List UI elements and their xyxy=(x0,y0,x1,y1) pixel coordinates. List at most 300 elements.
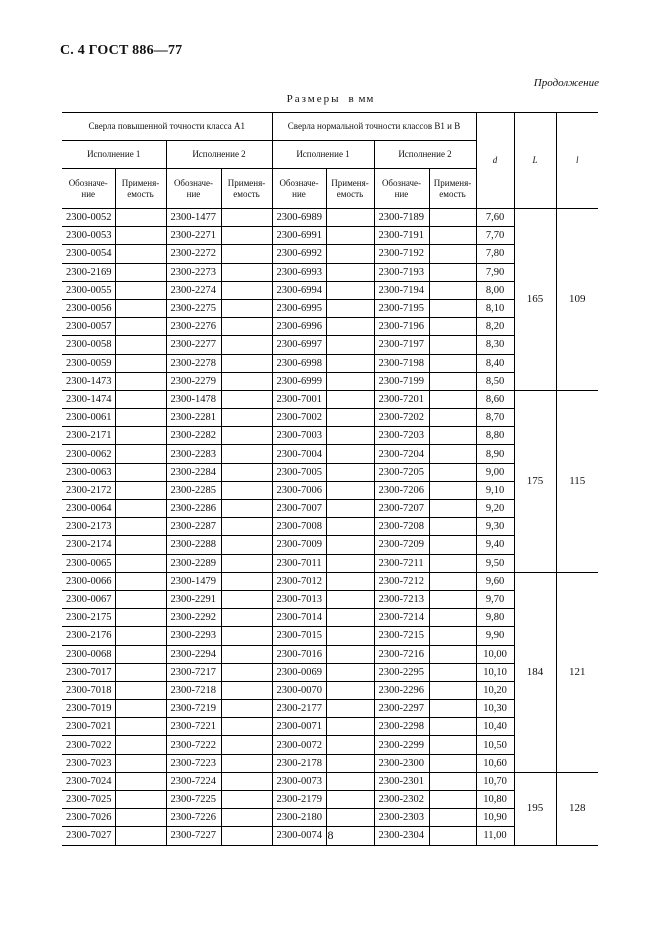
diameter-cell: 10,40 xyxy=(476,718,514,736)
usage-cell xyxy=(326,718,374,736)
diameter-cell: 7,60 xyxy=(476,209,514,227)
designation-cell: 2300-0064 xyxy=(62,500,115,518)
usage-cell xyxy=(221,390,272,408)
designation-header: Обозначе- ние xyxy=(62,169,115,209)
designation-cell: 2300-7201 xyxy=(374,390,429,408)
designation-cell: 2300-2283 xyxy=(166,445,221,463)
usage-cell xyxy=(429,336,476,354)
designation-cell: 2300-6996 xyxy=(272,318,326,336)
usage-cell xyxy=(326,299,374,317)
usage-header: Применя- емость xyxy=(115,169,166,209)
designation-cell: 2300-2301 xyxy=(374,772,429,790)
usage-cell xyxy=(429,572,476,590)
designation-cell: 2300-2277 xyxy=(166,336,221,354)
usage-cell xyxy=(115,299,166,317)
designation-cell: 2300-0059 xyxy=(62,354,115,372)
usage-cell xyxy=(429,663,476,681)
diameter-cell: 8,20 xyxy=(476,318,514,336)
usage-cell xyxy=(115,736,166,754)
usage-cell xyxy=(429,445,476,463)
usage-cell xyxy=(115,463,166,481)
designation-cell: 2300-7001 xyxy=(272,390,326,408)
designation-cell: 2300-2274 xyxy=(166,281,221,299)
usage-cell xyxy=(326,663,374,681)
diameter-cell: 10,20 xyxy=(476,681,514,699)
designation-cell: 2300-2299 xyxy=(374,736,429,754)
usage-cell xyxy=(326,281,374,299)
usage-cell xyxy=(429,609,476,627)
usage-cell xyxy=(115,318,166,336)
designation-cell: 2300-7022 xyxy=(62,736,115,754)
designation-cell: 2300-2303 xyxy=(374,809,429,827)
usage-cell xyxy=(221,500,272,518)
designation-cell: 2300-7216 xyxy=(374,645,429,663)
col-header-L: L xyxy=(514,113,556,209)
designation-cell: 2300-6998 xyxy=(272,354,326,372)
designation-cell: 2300-7198 xyxy=(374,354,429,372)
usage-cell xyxy=(326,518,374,536)
diameter-cell: 10,50 xyxy=(476,736,514,754)
designation-cell: 2300-2175 xyxy=(62,609,115,627)
usage-cell xyxy=(115,518,166,536)
designation-cell: 2300-6989 xyxy=(272,209,326,227)
usage-cell xyxy=(429,700,476,718)
usage-cell xyxy=(429,299,476,317)
usage-cell xyxy=(429,500,476,518)
usage-cell xyxy=(221,372,272,390)
usage-cell xyxy=(221,518,272,536)
usage-cell xyxy=(221,718,272,736)
usage-cell xyxy=(115,209,166,227)
diameter-cell: 7,80 xyxy=(476,245,514,263)
designation-cell: 2300-7203 xyxy=(374,427,429,445)
usage-cell xyxy=(115,227,166,245)
designation-cell: 2300-0062 xyxy=(62,445,115,463)
designation-cell: 2300-7196 xyxy=(374,318,429,336)
designation-cell: 2300-2289 xyxy=(166,554,221,572)
usage-cell xyxy=(221,318,272,336)
usage-cell xyxy=(326,390,374,408)
usage-cell xyxy=(221,809,272,827)
designation-cell: 2300-7026 xyxy=(62,809,115,827)
usage-cell xyxy=(326,463,374,481)
designation-cell: 2300-7227 xyxy=(166,827,221,845)
usage-cell xyxy=(429,754,476,772)
diameter-cell: 10,60 xyxy=(476,754,514,772)
diameter-cell: 9,30 xyxy=(476,518,514,536)
diameter-cell: 9,50 xyxy=(476,554,514,572)
designation-cell: 2300-7207 xyxy=(374,500,429,518)
usage-cell xyxy=(429,645,476,663)
usage-cell xyxy=(221,772,272,790)
designation-cell: 2300-2285 xyxy=(166,481,221,499)
usage-cell xyxy=(429,481,476,499)
designation-cell: 2300-7013 xyxy=(272,590,326,608)
usage-cell xyxy=(115,372,166,390)
usage-cell xyxy=(429,809,476,827)
usage-cell xyxy=(221,481,272,499)
designation-cell: 2300-2297 xyxy=(374,700,429,718)
designation-cell: 2300-2298 xyxy=(374,718,429,736)
designation-cell: 2300-0072 xyxy=(272,736,326,754)
designation-cell: 2300-0067 xyxy=(62,590,115,608)
length-L-cell: 165 xyxy=(514,209,556,391)
designation-cell: 2300-7194 xyxy=(374,281,429,299)
usage-cell xyxy=(326,445,374,463)
usage-cell xyxy=(326,736,374,754)
usage-cell xyxy=(221,554,272,572)
caption-unit: в мм xyxy=(348,93,375,105)
designation-cell: 2300-0071 xyxy=(272,718,326,736)
exec1-header-b1b: Исполнение 1 xyxy=(272,141,374,169)
designation-cell: 2300-7222 xyxy=(166,736,221,754)
designation-cell: 2300-2281 xyxy=(166,409,221,427)
usage-cell xyxy=(429,427,476,445)
usage-cell xyxy=(115,427,166,445)
designation-cell: 2300-0057 xyxy=(62,318,115,336)
table-body xyxy=(62,209,598,846)
designation-cell: 2300-0073 xyxy=(272,772,326,790)
usage-cell xyxy=(326,791,374,809)
designation-cell: 2300-7202 xyxy=(374,409,429,427)
designation-cell: 2300-7209 xyxy=(374,536,429,554)
designation-cell: 2300-7004 xyxy=(272,445,326,463)
usage-cell xyxy=(221,700,272,718)
usage-cell xyxy=(429,590,476,608)
diameter-cell: 9,20 xyxy=(476,500,514,518)
usage-cell xyxy=(115,445,166,463)
usage-cell xyxy=(115,718,166,736)
usage-cell xyxy=(115,663,166,681)
usage-cell xyxy=(429,281,476,299)
usage-cell xyxy=(221,754,272,772)
usage-cell xyxy=(429,263,476,281)
designation-cell: 2300-7197 xyxy=(374,336,429,354)
designation-cell: 2300-2287 xyxy=(166,518,221,536)
designation-cell: 2300-0069 xyxy=(272,663,326,681)
col-header-l: l xyxy=(556,113,598,209)
usage-cell xyxy=(326,481,374,499)
designation-cell: 2300-2293 xyxy=(166,627,221,645)
usage-cell xyxy=(115,481,166,499)
usage-cell xyxy=(115,536,166,554)
designation-cell: 2300-6992 xyxy=(272,245,326,263)
usage-cell xyxy=(115,354,166,372)
usage-cell xyxy=(221,791,272,809)
diameter-cell: 11,00 xyxy=(476,827,514,845)
usage-cell xyxy=(115,500,166,518)
usage-cell xyxy=(326,500,374,518)
designation-cell: 2300-7005 xyxy=(272,463,326,481)
designation-cell: 2300-2276 xyxy=(166,318,221,336)
designation-cell: 2300-6993 xyxy=(272,263,326,281)
usage-cell xyxy=(326,772,374,790)
usage-cell xyxy=(221,609,272,627)
usage-cell xyxy=(429,554,476,572)
diameter-cell: 10,10 xyxy=(476,663,514,681)
usage-cell xyxy=(221,536,272,554)
diameter-cell: 8,70 xyxy=(476,409,514,427)
usage-cell xyxy=(221,299,272,317)
usage-cell xyxy=(326,427,374,445)
designation-cell: 2300-0061 xyxy=(62,409,115,427)
diameter-cell: 10,80 xyxy=(476,791,514,809)
usage-cell xyxy=(115,572,166,590)
usage-cell xyxy=(115,281,166,299)
usage-header: Применя- емость xyxy=(429,169,476,209)
usage-cell xyxy=(326,645,374,663)
continuation-label: Продолжение xyxy=(533,77,599,89)
usage-cell xyxy=(326,700,374,718)
diameter-cell: 8,30 xyxy=(476,336,514,354)
designation-cell: 2300-0068 xyxy=(62,645,115,663)
usage-cell xyxy=(326,209,374,227)
dimensions-table xyxy=(62,112,598,846)
diameter-cell: 9,10 xyxy=(476,481,514,499)
designation-cell: 2300-1478 xyxy=(166,390,221,408)
designation-cell: 2300-0066 xyxy=(62,572,115,590)
usage-cell xyxy=(326,590,374,608)
usage-cell xyxy=(326,409,374,427)
usage-cell xyxy=(429,681,476,699)
diameter-cell: 7,90 xyxy=(476,263,514,281)
designation-cell: 2300-6991 xyxy=(272,227,326,245)
designation-header: Обозначе- ние xyxy=(272,169,326,209)
usage-cell xyxy=(429,536,476,554)
designation-cell: 2300-0054 xyxy=(62,245,115,263)
diameter-cell: 7,70 xyxy=(476,227,514,245)
designation-cell: 2300-7023 xyxy=(62,754,115,772)
designation-cell: 2300-2275 xyxy=(166,299,221,317)
usage-cell xyxy=(115,245,166,263)
designation-cell: 2300-2302 xyxy=(374,791,429,809)
designation-cell: 2300-7205 xyxy=(374,463,429,481)
usage-cell xyxy=(221,209,272,227)
usage-cell xyxy=(429,718,476,736)
usage-cell xyxy=(429,409,476,427)
designation-cell: 2300-7217 xyxy=(166,663,221,681)
designation-cell: 2300-7224 xyxy=(166,772,221,790)
usage-cell xyxy=(115,390,166,408)
designation-cell: 2300-2173 xyxy=(62,518,115,536)
usage-cell xyxy=(326,572,374,590)
table-row xyxy=(62,572,598,590)
designation-cell: 2300-2294 xyxy=(166,645,221,663)
usage-cell xyxy=(326,354,374,372)
designation-cell: 2300-7219 xyxy=(166,700,221,718)
usage-cell xyxy=(115,754,166,772)
designation-cell: 2300-2296 xyxy=(374,681,429,699)
designation-header: Обозначе- ние xyxy=(374,169,429,209)
designation-cell: 2300-7003 xyxy=(272,427,326,445)
designation-cell: 2300-2177 xyxy=(272,700,326,718)
usage-cell xyxy=(429,772,476,790)
usage-cell xyxy=(115,627,166,645)
designation-cell: 2300-6994 xyxy=(272,281,326,299)
usage-cell xyxy=(115,809,166,827)
diameter-cell: 10,30 xyxy=(476,700,514,718)
designation-cell: 2300-2288 xyxy=(166,536,221,554)
designation-cell: 2300-7225 xyxy=(166,791,221,809)
designation-cell: 2300-2282 xyxy=(166,427,221,445)
designation-cell: 2300-7008 xyxy=(272,518,326,536)
designation-cell: 2300-7212 xyxy=(374,572,429,590)
designation-cell: 2300-7218 xyxy=(166,681,221,699)
usage-cell xyxy=(221,627,272,645)
usage-cell xyxy=(115,700,166,718)
designation-cell: 2300-7215 xyxy=(374,627,429,645)
usage-cell xyxy=(221,227,272,245)
usage-cell xyxy=(221,245,272,263)
usage-cell xyxy=(326,809,374,827)
designation-cell: 2300-7011 xyxy=(272,554,326,572)
usage-cell xyxy=(429,791,476,809)
diameter-cell: 9,40 xyxy=(476,536,514,554)
usage-cell xyxy=(221,427,272,445)
diameter-cell: 8,80 xyxy=(476,427,514,445)
designation-cell: 2300-7206 xyxy=(374,481,429,499)
usage-cell xyxy=(429,354,476,372)
usage-cell xyxy=(115,609,166,627)
designation-cell: 2300-0056 xyxy=(62,299,115,317)
page-header: С. 4 ГОСТ 886—77 xyxy=(60,43,183,58)
usage-cell xyxy=(326,681,374,699)
designation-cell: 2300-7195 xyxy=(374,299,429,317)
designation-cell: 2300-2291 xyxy=(166,590,221,608)
diameter-cell: 10,00 xyxy=(476,645,514,663)
usage-cell xyxy=(429,227,476,245)
length-l-cell: 115 xyxy=(556,390,598,572)
designation-cell: 2300-2284 xyxy=(166,463,221,481)
designation-cell: 2300-2273 xyxy=(166,263,221,281)
page-number: 8 xyxy=(327,828,334,842)
usage-cell xyxy=(326,263,374,281)
designation-cell: 2300-7012 xyxy=(272,572,326,590)
usage-cell xyxy=(115,681,166,699)
designation-cell: 2300-0070 xyxy=(272,681,326,699)
designation-cell: 2300-6999 xyxy=(272,372,326,390)
designation-cell: 2300-7221 xyxy=(166,718,221,736)
designation-cell: 2300-7223 xyxy=(166,754,221,772)
designation-cell: 2300-7211 xyxy=(374,554,429,572)
diameter-cell: 8,60 xyxy=(476,390,514,408)
usage-cell xyxy=(221,281,272,299)
length-L-cell: 184 xyxy=(514,572,556,772)
diameter-cell: 9,80 xyxy=(476,609,514,627)
usage-cell xyxy=(326,554,374,572)
usage-cell xyxy=(326,372,374,390)
designation-cell: 2300-6995 xyxy=(272,299,326,317)
table-caption xyxy=(0,93,661,105)
designation-cell: 2300-2179 xyxy=(272,791,326,809)
designation-cell: 2300-2295 xyxy=(374,663,429,681)
designation-cell: 2300-2172 xyxy=(62,481,115,499)
designation-cell: 2300-7025 xyxy=(62,791,115,809)
designation-cell: 2300-1474 xyxy=(62,390,115,408)
designation-cell: 2300-2279 xyxy=(166,372,221,390)
designation-cell: 2300-2180 xyxy=(272,809,326,827)
usage-cell xyxy=(221,263,272,281)
designation-cell: 2300-7191 xyxy=(374,227,429,245)
length-l-cell: 109 xyxy=(556,209,598,391)
usage-cell xyxy=(221,463,272,481)
usage-header: Применя- емость xyxy=(221,169,272,209)
designation-cell: 2300-1473 xyxy=(62,372,115,390)
table-row xyxy=(62,209,598,227)
usage-cell xyxy=(429,627,476,645)
designation-cell: 2300-7199 xyxy=(374,372,429,390)
usage-cell xyxy=(429,390,476,408)
designation-cell: 2300-0063 xyxy=(62,463,115,481)
designation-cell: 2300-7027 xyxy=(62,827,115,845)
designation-cell: 2300-2178 xyxy=(272,754,326,772)
exec2-header-b1b: Исполнение 2 xyxy=(374,141,476,169)
usage-cell xyxy=(115,336,166,354)
usage-cell xyxy=(429,463,476,481)
designation-cell: 2300-2292 xyxy=(166,609,221,627)
designation-cell: 2300-2300 xyxy=(374,754,429,772)
diameter-cell: 9,00 xyxy=(476,463,514,481)
designation-cell: 2300-7006 xyxy=(272,481,326,499)
usage-cell xyxy=(429,372,476,390)
usage-cell xyxy=(221,445,272,463)
designation-cell: 2300-7214 xyxy=(374,609,429,627)
usage-cell xyxy=(221,409,272,427)
usage-cell xyxy=(221,354,272,372)
designation-cell: 2300-2286 xyxy=(166,500,221,518)
usage-cell xyxy=(221,681,272,699)
usage-cell xyxy=(326,536,374,554)
diameter-cell: 8,00 xyxy=(476,281,514,299)
designation-cell: 2300-7226 xyxy=(166,809,221,827)
usage-cell xyxy=(115,590,166,608)
usage-header: Применя- емость xyxy=(326,169,374,209)
designation-cell: 2300-2271 xyxy=(166,227,221,245)
length-l-cell: 128 xyxy=(556,772,598,845)
designation-cell: 2300-7002 xyxy=(272,409,326,427)
usage-cell xyxy=(115,263,166,281)
usage-cell xyxy=(221,590,272,608)
designation-cell: 2300-2278 xyxy=(166,354,221,372)
usage-cell xyxy=(115,645,166,663)
usage-cell xyxy=(221,663,272,681)
designation-cell: 2300-7192 xyxy=(374,245,429,263)
usage-cell xyxy=(429,736,476,754)
usage-cell xyxy=(221,572,272,590)
designation-cell: 2300-2304 xyxy=(374,827,429,845)
diameter-cell: 9,90 xyxy=(476,627,514,645)
designation-cell: 2300-2174 xyxy=(62,536,115,554)
usage-cell xyxy=(326,609,374,627)
diameter-cell: 8,50 xyxy=(476,372,514,390)
designation-cell: 2300-0052 xyxy=(62,209,115,227)
designation-cell: 2300-6997 xyxy=(272,336,326,354)
diameter-cell: 8,90 xyxy=(476,445,514,463)
caption-title: Размеры xyxy=(286,93,341,105)
table-row xyxy=(62,772,598,790)
usage-cell xyxy=(429,318,476,336)
length-l-cell: 121 xyxy=(556,572,598,772)
usage-cell xyxy=(326,227,374,245)
usage-cell xyxy=(115,772,166,790)
designation-cell: 2300-1477 xyxy=(166,209,221,227)
designation-cell: 2300-2272 xyxy=(166,245,221,263)
usage-cell xyxy=(326,627,374,645)
usage-cell xyxy=(429,518,476,536)
designation-cell: 2300-7014 xyxy=(272,609,326,627)
designation-cell: 2300-0058 xyxy=(62,336,115,354)
designation-cell: 2300-7208 xyxy=(374,518,429,536)
